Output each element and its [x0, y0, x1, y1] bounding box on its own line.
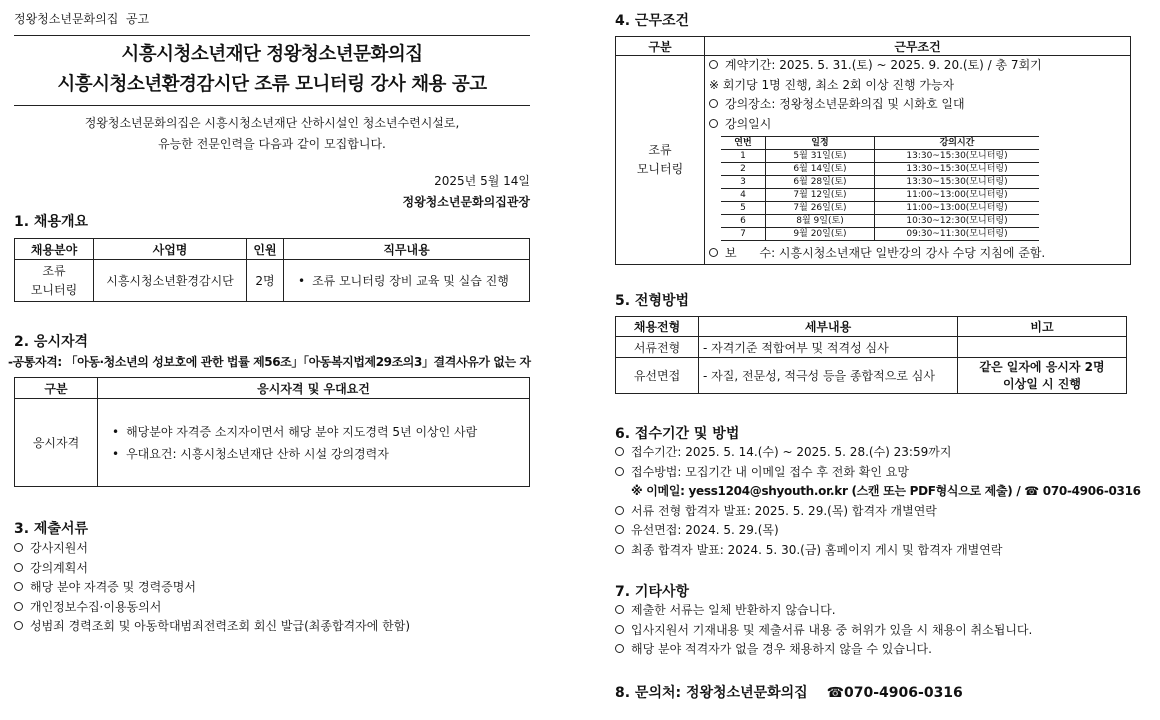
- schedule-cell-date: 6월 14일(토): [766, 163, 875, 176]
- duty-item: • 조류 모니터링 장비 교육 및 실습 진행: [298, 270, 525, 292]
- documents-list: [14, 539, 410, 637]
- table-header: 채용전형: [616, 317, 699, 337]
- announcement-org-label: 정왕청소년문화의집 공고: [14, 12, 150, 26]
- list-item: 성범죄 경력조회 및 아동학대범죄전력조회 회신 발급(최종합격자에 한함): [14, 617, 410, 637]
- circle-bullet-icon: [709, 60, 718, 69]
- misc-list: [615, 601, 1032, 660]
- contract-period: 계약기간: 2025. 5. 31.(토) ~ 2025. 9. 20.(토) / 총 7회기: [709, 56, 1126, 76]
- qualification-label: 응시자격: [15, 399, 98, 487]
- circle-bullet-icon: [615, 447, 624, 456]
- intro-line-2: 유능한 전문인력을 다음과 같이 모집합니다.: [158, 137, 386, 151]
- circle-bullet-icon: [709, 119, 718, 128]
- work-conditions-table: [615, 36, 1131, 265]
- pay-info: 보 수: 시흥시청소년재단 일반강의 강사 수당 지침에 준함.: [709, 244, 1126, 264]
- list-item: 해당 분야 적격자가 없을 경우 채용하지 않을 수 있습니다.: [615, 640, 1032, 660]
- schedule-cell-no: 6: [721, 215, 766, 228]
- circle-bullet-icon: [615, 605, 624, 614]
- list-item: 강의계획서: [14, 559, 410, 579]
- section-3-title: 3. 제출서류: [14, 521, 89, 537]
- lecture-place: 강의장소: 정왕청소년문화의집 및 시화호 일대: [709, 95, 1126, 115]
- schedule-cell-time: 10:30~12:30(모니터링): [875, 215, 1040, 228]
- intro-text: [14, 113, 530, 155]
- section-8-contact: [615, 682, 963, 702]
- circle-bullet-icon: [14, 543, 23, 552]
- note-cell: 같은 일자에 응시자 2명 이상일 시 진행: [958, 358, 1127, 394]
- list-item: 접수기간: 2025. 5. 14.(수) ~ 2025. 5. 28.(수) 23:59까지: [615, 443, 1141, 463]
- schedule-header: 연번: [721, 137, 766, 150]
- list-item: 최종 합격자 발표: 2024. 5. 30.(금) 홈페이지 게시 및 합격자 개별연락: [615, 541, 1141, 561]
- field-cell: 조류 모니터링: [15, 260, 94, 302]
- table-header: 인원: [247, 239, 284, 260]
- table-header: 비고: [958, 317, 1127, 337]
- list-item: 서류 전형 합격자 발표: 2025. 5. 29.(목) 합격자 개별연락: [615, 502, 1141, 522]
- project-cell: 시흥시청소년환경감시단: [94, 260, 247, 302]
- schedule-cell-no: 2: [721, 163, 766, 176]
- circle-bullet-icon: [615, 467, 624, 476]
- stage-cell: 유선면접: [616, 358, 699, 394]
- detail-cell: - 자질, 전문성, 적극성 등을 종합적으로 심사: [699, 358, 958, 394]
- qualification-table: [14, 377, 530, 487]
- schedule-header: 일정: [766, 137, 875, 150]
- circle-bullet-icon: [14, 582, 23, 591]
- section-5-title: 5. 전형방법: [615, 293, 690, 309]
- notice-title: [14, 35, 530, 106]
- table-header: 사업명: [94, 239, 247, 260]
- schedule-cell-time: 13:30~15:30(모니터링): [875, 176, 1040, 189]
- schedule-cell-no: 4: [721, 189, 766, 202]
- circle-bullet-icon: [709, 99, 718, 108]
- title-line-1: 시흥시청소년재단 정왕청소년문화의집: [121, 44, 423, 65]
- section-1-title: 1. 채용개요: [14, 214, 89, 230]
- schedule-cell-time: 09:30~11:30(모니터링): [875, 228, 1040, 241]
- duty-cell: [284, 260, 530, 302]
- schedule-cell-date: 7월 12일(토): [766, 189, 875, 202]
- application-list: [615, 443, 1141, 560]
- schedule-row: [721, 215, 1039, 228]
- table-header: 채용분야: [15, 239, 94, 260]
- notice-date: 2025년 5월 14일: [434, 174, 530, 188]
- schedule-table: [721, 136, 1039, 241]
- circle-bullet-icon: [615, 545, 624, 554]
- table-header: 근무조건: [705, 37, 1131, 56]
- circle-bullet-icon: [14, 621, 23, 630]
- section-4-title: 4. 근무조건: [615, 13, 690, 29]
- schedule-cell-time: 11:00~13:00(모니터링): [875, 202, 1040, 215]
- schedule-row: [721, 202, 1039, 215]
- lecture-schedule-label: 강의일시: [709, 115, 1126, 135]
- count-cell: 2명: [247, 260, 284, 302]
- circle-bullet-icon: [615, 625, 624, 634]
- qualification-items: [98, 399, 530, 487]
- conditions-body: [705, 56, 1131, 265]
- contact-phone: ☎070-4906-0316: [826, 685, 963, 701]
- detail-cell: - 자격기준 적합여부 및 적격성 심사: [699, 337, 958, 358]
- schedule-cell-date: 7월 26일(토): [766, 202, 875, 215]
- list-item: 접수방법: 모집기간 내 이메일 접수 후 전화 확인 요망: [615, 463, 1141, 483]
- common-qualification: -공통자격: 「아동·청소년의 성보호에 관한 법률 제56조」「아동복지법제29조의3」결격사유가 없는 자: [8, 355, 531, 369]
- qualification-item: • 우대요건: 시흥시청소년재단 산하 시설 강의경력자: [112, 443, 525, 465]
- intro-line-1: 정왕청소년문화의집은 시흥시청소년재단 산하시설인 청소년수련시설로,: [84, 116, 460, 130]
- schedule-cell-time: 13:30~15:30(모니터링): [875, 163, 1040, 176]
- schedule-cell-date: 9월 20일(토): [766, 228, 875, 241]
- schedule-rows: [721, 150, 1039, 241]
- schedule-cell-no: 3: [721, 176, 766, 189]
- schedule-cell-no: 1: [721, 150, 766, 163]
- circle-bullet-icon: [615, 506, 624, 515]
- table-header: 직무내용: [284, 239, 530, 260]
- schedule-row: [721, 163, 1039, 176]
- schedule-row: [721, 150, 1039, 163]
- schedule-cell-time: 13:30~15:30(모니터링): [875, 150, 1040, 163]
- conditions-label: 조류 모니터링: [616, 56, 705, 265]
- schedule-header: 강의시간: [875, 137, 1040, 150]
- list-item: 입사지원서 기재내용 및 제출서류 내용 중 허위가 있을 시 채용이 취소됩니다.: [615, 621, 1032, 641]
- table-header: 구분: [15, 378, 98, 399]
- schedule-row: [721, 228, 1039, 241]
- section-2-title: 2. 응시자격: [14, 334, 89, 350]
- table-header: 세부내용: [699, 317, 958, 337]
- qualification-item: • 해당분야 자격증 소지자이면서 해당 분야 지도경력 5년 이상인 사람: [112, 421, 525, 443]
- schedule-row: [721, 189, 1039, 202]
- list-item: 강사지원서: [14, 539, 410, 559]
- schedule-cell-date: 6월 28일(토): [766, 176, 875, 189]
- schedule-cell-no: 7: [721, 228, 766, 241]
- table-header: 응시자격 및 우대요건: [98, 378, 530, 399]
- table-header: 구분: [616, 37, 705, 56]
- notice-signer: 정왕청소년문화의집관장: [402, 195, 530, 209]
- schedule-cell-time: 11:00~13:00(모니터링): [875, 189, 1040, 202]
- schedule-cell-date: 5월 31일(토): [766, 150, 875, 163]
- session-note: ※ 회기당 1명 진행, 최소 2회 이상 진행 가능자: [709, 77, 955, 92]
- circle-bullet-icon: [615, 525, 624, 534]
- list-item: 해당 분야 자격증 및 경력증명서: [14, 578, 410, 598]
- contact-title: 8. 문의처: 정왕청소년문화의집: [615, 685, 808, 701]
- contact-line: ※ 이메일: yess1204@shyouth.or.kr (스캔 또는 PDF형식으로 제출) / ☎ 070-4906-0316: [631, 484, 1141, 498]
- schedule-cell-date: 8월 9일(토): [766, 215, 875, 228]
- circle-bullet-icon: [709, 248, 718, 257]
- circle-bullet-icon: [14, 602, 23, 611]
- list-item: 유선면접: 2024. 5. 29.(목): [615, 521, 1141, 541]
- section-6-title: 6. 접수기간 및 방법: [615, 426, 740, 442]
- circle-bullet-icon: [615, 644, 624, 653]
- section-7-title: 7. 기타사항: [615, 584, 690, 600]
- schedule-cell-no: 5: [721, 202, 766, 215]
- title-line-2: 시흥시청소년환경감시단 조류 모니터링 강사 채용 공고: [57, 74, 487, 95]
- list-item: 제출한 서류는 일체 반환하지 않습니다.: [615, 601, 1032, 621]
- selection-method-table: [615, 316, 1127, 394]
- schedule-row: [721, 176, 1039, 189]
- circle-bullet-icon: [14, 563, 23, 572]
- recruitment-overview-table: [14, 238, 530, 302]
- list-item: 개인정보수집·이용동의서: [14, 598, 410, 618]
- stage-cell: 서류전형: [616, 337, 699, 358]
- note-cell: [958, 337, 1127, 358]
